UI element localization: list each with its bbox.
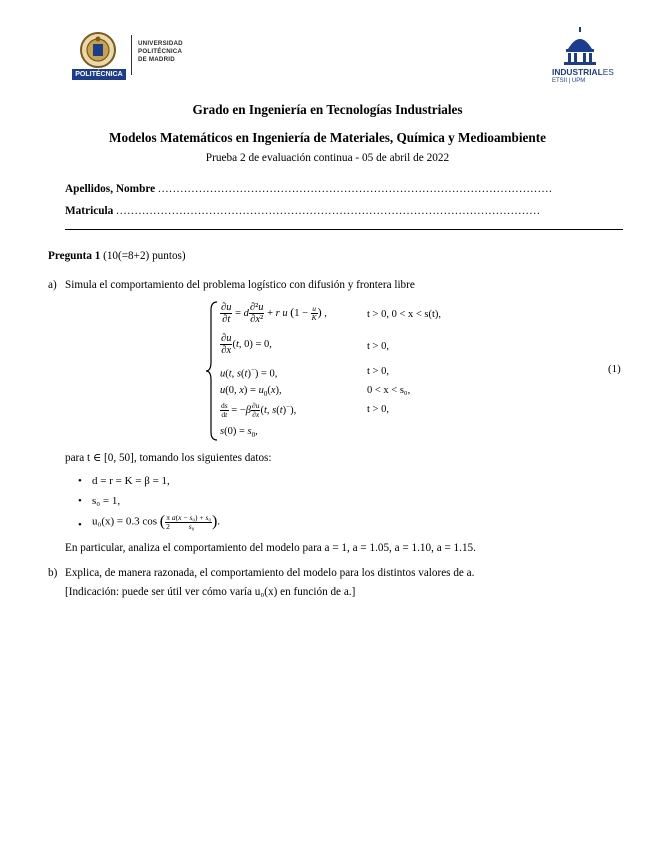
bullet-icon: • — [78, 475, 82, 487]
enrol-field — [65, 205, 621, 221]
exam-subtitle: Prueba 2 de evaluación continua - 05 de abril de 2022 — [205, 152, 450, 164]
upm-line-3: DE MADRID — [138, 56, 175, 63]
part-b-text: Explica, de manera razonada, el comportamiento del modelo para los distintos valores de a. — [65, 567, 475, 579]
question-label: Pregunta 1 — [48, 250, 101, 262]
etsii-name-bold: INDUSTRIAL — [552, 67, 603, 77]
question-heading — [48, 250, 186, 262]
question-points: (10(=8+2) puntos) — [103, 250, 186, 262]
equation-1: $\frac{\partial u}{\partial t}$ = d $\frac{\text{∂²u}}{\text{∂x²}}$ + r u (1 − $\frac{u}{K}$ ) , — [221, 302, 327, 325]
bullet-3-text: u₀(x) = 0.3 cos ( $\frac{\pi}{2}$ $\frac{\text{a(x − s₀) + s₀}}{\text{s₀}}$ ). — [92, 512, 221, 531]
course-title: Modelos Matemáticos en Ingeniería de Materiales, Química y Medioambiente — [109, 130, 546, 145]
enrol-dots: .................................................................................................................. — [116, 205, 541, 217]
upm-line-2: POLITÉCNICA — [138, 48, 183, 55]
etsii-sub: ETSII | UPM — [552, 78, 586, 84]
upm-bar-label: POLITÉCNICA — [72, 69, 126, 80]
condition-5: t > 0, — [367, 404, 389, 415]
condition-2: t > 0, — [367, 341, 389, 352]
etsii-logo — [552, 27, 632, 89]
equation-5: $\frac{ds}{dt}$ = −β $\frac{\partial u}{\partial x}$ (t, s(t)−), — [221, 401, 297, 419]
data-intro: para t ∈ [0, 50], tomando los siguientes datos: — [65, 452, 272, 464]
bullet-3-lhs: u₀(x) = 0.3 cos — [92, 515, 158, 528]
upm-text — [138, 40, 183, 64]
bullet-1-text: d = r = K = β = 1, — [92, 475, 170, 487]
enrol-label: Matricula — [65, 205, 114, 217]
condition-1: t > 0, 0 < x < s(t), — [367, 309, 442, 320]
name-dots: .......................................................................................................... — [158, 183, 553, 195]
left-brace — [205, 300, 219, 442]
header-rule — [65, 229, 623, 230]
part-a-text: Simula el comportamiento del problema logístico con difusión y frontera libre — [65, 279, 415, 291]
condition-4: 0 < x < s₀, — [367, 385, 411, 396]
upm-divider — [131, 35, 132, 75]
part-b-hint: [Indicación: puede ser útil ver cómo varía u₀(x) en función de a.] — [65, 586, 356, 598]
part-b-label: b) — [48, 567, 58, 579]
equation-3: u(t, s(t)−) = 0, — [220, 366, 278, 380]
name-field — [65, 183, 621, 199]
degree-title: Grado en Ingeniería en Tecnologías Industriales — [192, 102, 463, 117]
dome-icon — [562, 27, 598, 65]
name-label: Apellidos, Nombre — [65, 183, 156, 195]
bullet-2-text: s₀ = 1, — [92, 495, 121, 507]
equation-4: u(0, $x) = u_0(x)$, — [220, 385, 282, 399]
particular-text: En particular, analiza el comportamiento del modelo para a = 1, a = 1.05, a = 1.10, a = 1.15. — [65, 542, 476, 554]
upm-logo — [72, 30, 192, 82]
upm-line-1: UNIVERSIDAD — [138, 40, 183, 47]
etsii-name-light: ES — [602, 67, 614, 77]
condition-3: t > 0, — [367, 366, 389, 377]
part-a-label: a) — [48, 279, 57, 291]
bullet-icon: • — [78, 495, 82, 507]
bullet-icon: • — [78, 519, 82, 531]
equation-system — [205, 300, 495, 442]
equation-number: (1) — [608, 363, 621, 375]
equation-2: $\frac{\partial u}{\partial x}$ (t, 0) = 0, — [221, 333, 272, 356]
etsii-name — [552, 67, 614, 77]
equation-6: $s(0) = s_0$, — [220, 426, 258, 440]
